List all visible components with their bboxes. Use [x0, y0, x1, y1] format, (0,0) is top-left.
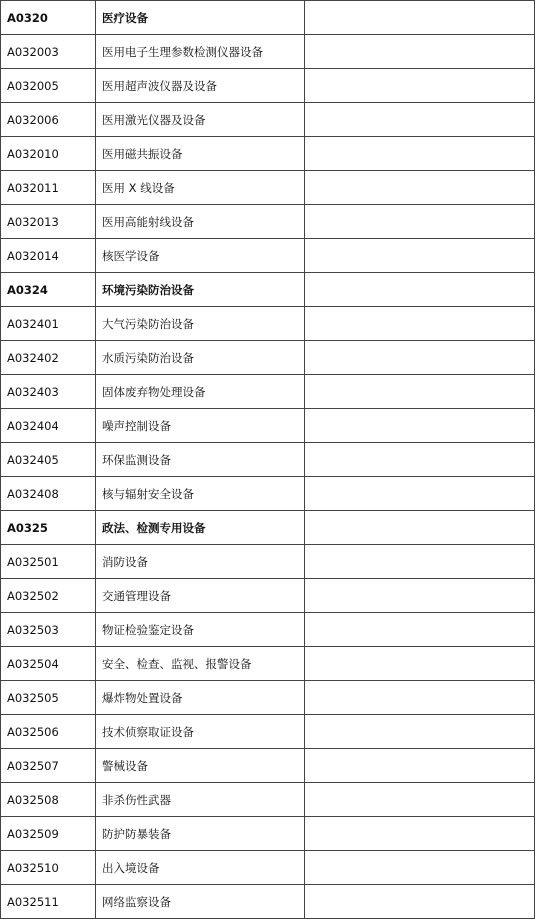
item-code-cell: A032014: [1, 239, 96, 273]
item-note-cell: [305, 375, 535, 409]
item-name-cell: 出入境设备: [96, 851, 305, 885]
item-code-cell: A032402: [1, 341, 96, 375]
category-row: [1, 511, 535, 545]
table-row: [1, 35, 535, 69]
item-name-cell: 非杀伤性武器: [96, 783, 305, 817]
table-row: [1, 681, 535, 715]
item-name-cell: 环保监测设备: [96, 443, 305, 477]
item-note-cell: [305, 171, 535, 205]
table-row: [1, 579, 535, 613]
item-name-cell: 环境污染防治设备: [96, 273, 305, 307]
table-row: [1, 341, 535, 375]
table-row: [1, 749, 535, 783]
item-code-cell: A032511: [1, 885, 96, 919]
table-row: [1, 851, 535, 885]
item-name-cell: 水质污染防治设备: [96, 341, 305, 375]
item-note-cell: [305, 103, 535, 137]
item-code-cell: A032508: [1, 783, 96, 817]
item-code-cell: A0320: [1, 1, 96, 35]
item-name-cell: 消防设备: [96, 545, 305, 579]
item-code-cell: A032510: [1, 851, 96, 885]
item-note-cell: [305, 273, 535, 307]
item-name-cell: 医用激光仪器及设备: [96, 103, 305, 137]
item-name-cell: 核医学设备: [96, 239, 305, 273]
item-code-cell: A032006: [1, 103, 96, 137]
item-note-cell: [305, 715, 535, 749]
item-code-cell: A032504: [1, 647, 96, 681]
item-code-cell: A0325: [1, 511, 96, 545]
item-note-cell: [305, 239, 535, 273]
item-note-cell: [305, 137, 535, 171]
item-code-cell: A032003: [1, 35, 96, 69]
item-code-cell: A032408: [1, 477, 96, 511]
item-note-cell: [305, 477, 535, 511]
table-row: [1, 443, 535, 477]
item-name-cell: 医疗设备: [96, 1, 305, 35]
table-row: [1, 715, 535, 749]
table-row: [1, 817, 535, 851]
item-code-cell: A032011: [1, 171, 96, 205]
item-code-cell: A032507: [1, 749, 96, 783]
table-row: [1, 205, 535, 239]
table-row: [1, 477, 535, 511]
table-row: [1, 137, 535, 171]
item-note-cell: [305, 205, 535, 239]
item-name-cell: 大气污染防治设备: [96, 307, 305, 341]
item-note-cell: [305, 1, 535, 35]
item-name-cell: 医用磁共振设备: [96, 137, 305, 171]
item-name-cell: 物证检验鉴定设备: [96, 613, 305, 647]
catalog-table-body: [1, 1, 535, 919]
item-code-cell: A032503: [1, 613, 96, 647]
item-note-cell: [305, 579, 535, 613]
item-name-cell: 交通管理设备: [96, 579, 305, 613]
item-code-cell: A032506: [1, 715, 96, 749]
item-note-cell: [305, 409, 535, 443]
item-name-cell: 防护防暴装备: [96, 817, 305, 851]
item-name-cell: 医用高能射线设备: [96, 205, 305, 239]
item-note-cell: [305, 647, 535, 681]
item-note-cell: [305, 817, 535, 851]
item-note-cell: [305, 511, 535, 545]
item-name-cell: 医用 X 线设备: [96, 171, 305, 205]
item-name-cell: 警械设备: [96, 749, 305, 783]
item-note-cell: [305, 681, 535, 715]
table-row: [1, 307, 535, 341]
item-code-cell: A032501: [1, 545, 96, 579]
table-row: [1, 613, 535, 647]
item-note-cell: [305, 749, 535, 783]
item-note-cell: [305, 307, 535, 341]
item-note-cell: [305, 851, 535, 885]
item-note-cell: [305, 443, 535, 477]
item-note-cell: [305, 341, 535, 375]
table-row: [1, 375, 535, 409]
table-row: [1, 69, 535, 103]
table-row: [1, 545, 535, 579]
category-row: [1, 1, 535, 35]
item-note-cell: [305, 35, 535, 69]
item-note-cell: [305, 545, 535, 579]
item-note-cell: [305, 613, 535, 647]
item-code-cell: A032404: [1, 409, 96, 443]
table-row: [1, 239, 535, 273]
item-code-cell: A0324: [1, 273, 96, 307]
item-note-cell: [305, 69, 535, 103]
item-code-cell: A032505: [1, 681, 96, 715]
item-code-cell: A032005: [1, 69, 96, 103]
item-code-cell: A032401: [1, 307, 96, 341]
table-row: [1, 409, 535, 443]
item-name-cell: 固体废弃物处理设备: [96, 375, 305, 409]
item-note-cell: [305, 885, 535, 919]
item-code-cell: A032405: [1, 443, 96, 477]
item-name-cell: 爆炸物处置设备: [96, 681, 305, 715]
table-row: [1, 885, 535, 919]
item-name-cell: 噪声控制设备: [96, 409, 305, 443]
category-row: [1, 273, 535, 307]
item-name-cell: 技术侦察取证设备: [96, 715, 305, 749]
item-name-cell: 安全、检查、监视、报警设备: [96, 647, 305, 681]
item-code-cell: A032509: [1, 817, 96, 851]
item-code-cell: A032013: [1, 205, 96, 239]
table-row: [1, 783, 535, 817]
item-code-cell: A032502: [1, 579, 96, 613]
item-name-cell: 医用超声波仪器及设备: [96, 69, 305, 103]
table-row: [1, 171, 535, 205]
item-name-cell: 政法、检测专用设备: [96, 511, 305, 545]
table-row: [1, 103, 535, 137]
item-name-cell: 医用电子生理参数检测仪器设备: [96, 35, 305, 69]
item-code-cell: A032010: [1, 137, 96, 171]
item-code-cell: A032403: [1, 375, 96, 409]
item-name-cell: 核与辐射安全设备: [96, 477, 305, 511]
item-name-cell: 网络监察设备: [96, 885, 305, 919]
table-row: [1, 647, 535, 681]
item-note-cell: [305, 783, 535, 817]
